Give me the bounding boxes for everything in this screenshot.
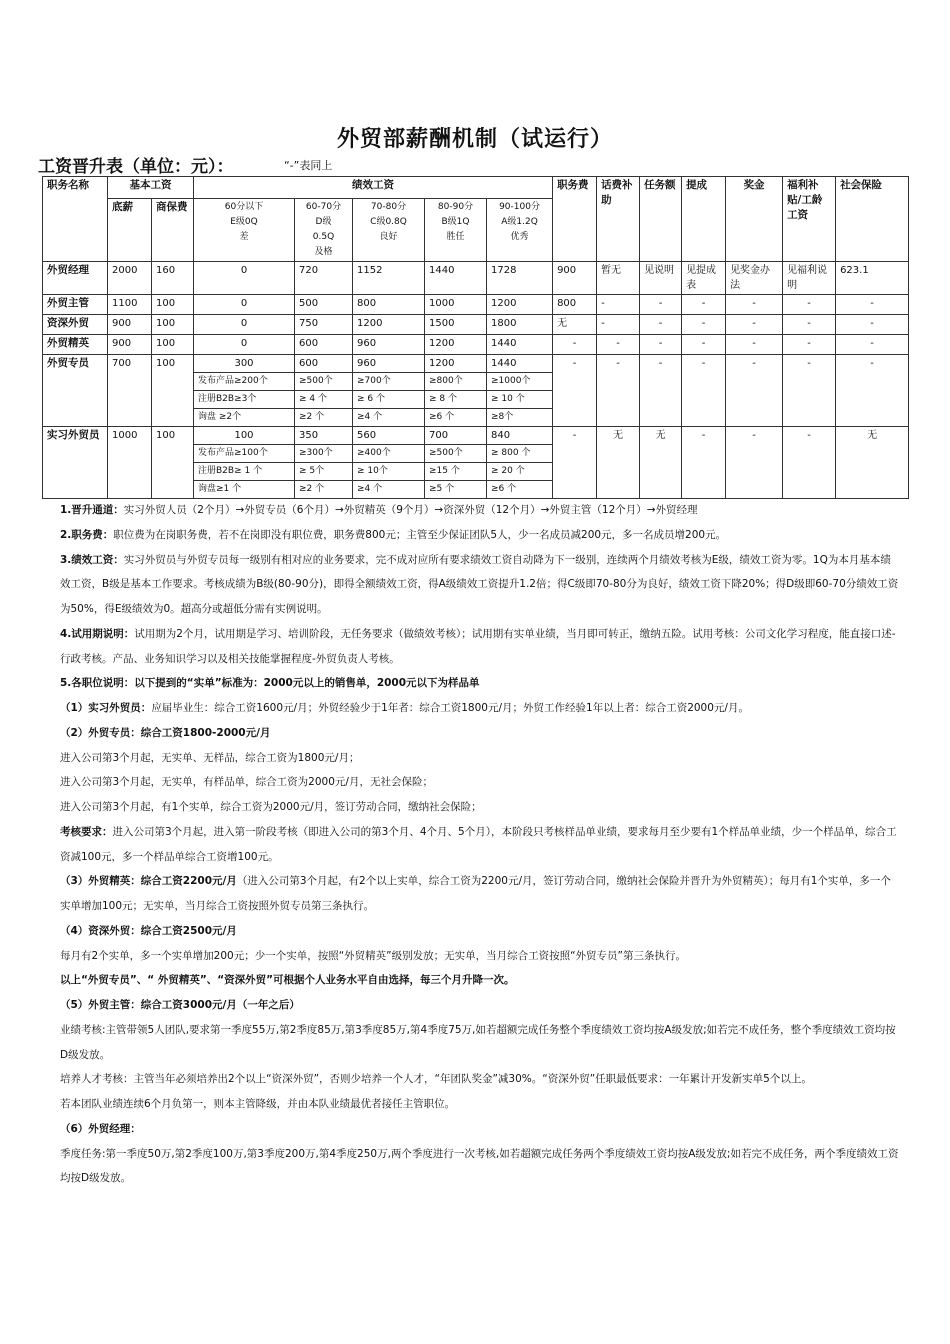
note-label: 4.试用期说明： [60,627,135,640]
note-text: 职位费为在岗职务费，若不在岗即没有职位费，职务费800元；主管至少保证团队5人，少一名成员减200元，多一名成员增200元。 [113,528,727,541]
note-promotion [60,498,900,523]
header-basic: 基本工资 [108,177,194,199]
row-perf-d: 500 [295,295,353,315]
row-post: 无 [553,315,597,335]
note-text: 实习外贸员与外贸专员每一级别有相对应的业务要求，完不成对应所有要求绩效工资自动降为下一级别，连续两个月绩效考核为E级，绩效工资为零。1Q为本月基本绩效工资，B级是基本工作要求。考核成绩为B级(80-90分)，即得全额绩效工资，得A级绩效工资提升1.2倍；得C级即70-80分为良好，绩效工资下降20%；得D级即60-70分绩效工资为50%，得E级绩效为0。超高分或超低分需有实例说明。 [60,553,899,615]
row-base: 700 [108,355,152,427]
req-cell: ≥8个 [487,409,553,427]
req-cell: ≥1000个 [487,373,553,391]
row-social: 623.1 [836,262,909,295]
note-specialist-heading [60,721,900,746]
req-cell: ≥400个 [353,445,425,463]
header-position: 职务名称 [43,177,108,262]
row-ins: 100 [152,295,194,315]
row-perf-a: 840 [487,427,553,445]
row-perf-a: 1728 [487,262,553,295]
note-intern [60,696,900,721]
header-welfare: 福利补贴/工龄工资 [783,177,836,262]
row-welfare: - [783,315,836,335]
row-perf-e: 0 [194,315,295,335]
row-perf-e: 300 [194,355,295,373]
note-performance [60,548,900,622]
note-supervisor-line-2: 培养人才考核：主管当年必须培养出2个以上“资深外贸”，否则少培养一个人才，“年团队奖金”减30%。“资深外贸”任职最低要求：一年累计开发新实单5个以上。 [60,1073,812,1086]
header-performance: 绩效工资 [194,177,553,199]
document-title: 外贸部薪酬机制（试运行） [336,127,613,152]
req-cell: ≥4 个 [353,409,425,427]
heading-text: 以上“外贸专员”、“ 外贸精英”、“资深外贸”可根据个人业务水平自由选择，每三个月升降一次。 [60,974,515,987]
note-supervisor-line-3: 若本团队业绩连续6个月负第一，则本主管降级，并由本队业绩最优者接任主管职位。 [60,1098,456,1110]
row-phone: - [597,335,640,355]
grade-level: A级1.2Q [501,217,538,227]
row-perf-b: 1440 [425,262,487,295]
req-cell: ≥800个 [425,373,487,391]
req-cell: ≥300个 [295,445,353,463]
header-social: 社会保险 [836,177,909,262]
table-row-supervisor [43,295,909,315]
header-bonus: 奖金 [726,177,783,262]
table-row-intern [43,427,909,445]
table-row-senior [43,315,909,335]
heading-text: （6）外贸经理： [60,1122,141,1135]
row-task: - [640,355,682,427]
row-welfare: - [783,427,836,499]
req-cell: 发布产品≥100个 [194,445,295,463]
grade-range: 60分以下 [224,202,264,212]
req-cell: ≥4 个 [353,481,425,499]
note-positions-heading [60,671,900,696]
row-name: 外贸精英 [43,335,108,355]
row-perf-e: 0 [194,335,295,355]
req-cell: ≥ 10个 [353,463,425,481]
note-specialist-line-3: 进入公司第3个月起，有1个实单，综合工资为2000元/月，签订劳动合同，缴纳社会保险； [60,801,482,813]
row-task: - [640,315,682,335]
row-social: - [836,315,909,335]
row-perf-d: 600 [295,355,353,373]
row-social: - [836,295,909,315]
grade-a [487,199,553,262]
row-name: 外贸专员 [43,355,108,427]
grade-level: D级 [315,217,332,227]
row-comm: - [682,427,726,499]
row-welfare: - [783,335,836,355]
grade-e [194,199,295,262]
grade-desc: 胜任 [446,232,465,242]
row-base: 900 [108,315,152,335]
row-phone: 暂无 [597,262,640,295]
row-perf-a: 1200 [487,295,553,315]
row-post: - [553,335,597,355]
row-perf-b: 1200 [425,355,487,373]
row-perf-d: 750 [295,315,353,335]
row-base: 1000 [108,427,152,499]
grade-level: C级0.8Q [370,217,407,227]
grade-d [295,199,353,262]
note-label: 3.绩效工资： [60,553,124,566]
row-ins: 100 [152,355,194,427]
grade-coef: 0.5Q [312,232,335,242]
note-text: 应届毕业生：综合工资1600元/月；外贸经验少于1年者：综合工资1800元/月；外贸工作经验1年以上者：综合工资2000元/月。 [151,702,749,714]
row-name: 外贸主管 [43,295,108,315]
header-base-pay: 底薪 [108,199,152,262]
table-subtitle: 工资晋升表（单位：元）： [38,157,234,177]
note-probation [60,622,900,672]
grade-level: B级1Q [441,217,470,227]
row-comm: - [682,355,726,427]
note-manager-heading [60,1117,900,1142]
row-phone: 无 [597,427,640,499]
row-ins: 100 [152,427,194,499]
row-phone: - [597,315,640,335]
note-supervisor-heading [60,993,900,1018]
table-row-elite [43,335,909,355]
row-phone: - [597,355,640,427]
row-perf-a: 1440 [487,335,553,355]
req-cell: ≥700个 [353,373,425,391]
req-cell: 注册B2B≥ 1 个 [194,463,295,481]
row-bonus: - [726,355,783,427]
row-perf-d: 720 [295,262,353,295]
row-perf-d: 350 [295,427,353,445]
grade-range: 60-70分 [305,202,342,212]
row-comm: 见提成表 [682,262,726,295]
grade-range: 80-90分 [437,202,474,212]
row-perf-c: 800 [353,295,425,315]
table-row-specialist [43,355,909,373]
req-cell: ≥ 20 个 [487,463,553,481]
row-perf-c: 1152 [353,262,425,295]
note-elite [60,869,900,919]
req-cell: ≥ 6 个 [353,391,425,409]
row-perf-e: 100 [194,427,295,445]
note-text: 试用期为2个月，试用期是学习、培训阶段，无任务要求（做绩效考核）；试用期有实单业绩，当月即可转正，缴纳五险。试用考核：公司文化学习程度，能直接口述-行政考核。产品、业务知识学习以及相关技能掌握程度-外贸负责人考核。 [60,627,896,665]
row-ins: 160 [152,262,194,295]
row-base: 900 [108,335,152,355]
req-cell: 发布产品≥200个 [194,373,295,391]
row-perf-b: 700 [425,427,487,445]
req-cell: 询盘≥1 个 [194,481,295,499]
req-cell: ≥15 个 [425,463,487,481]
row-bonus: - [726,295,783,315]
row-perf-c: 960 [353,335,425,355]
grade-desc: 及格 [314,247,333,257]
req-cell: ≥6 个 [487,481,553,499]
row-perf-c: 960 [353,355,425,373]
header-post-fee: 职务费 [553,177,597,262]
salary-table [42,176,909,499]
row-post: 800 [553,295,597,315]
row-perf-b: 1200 [425,335,487,355]
req-cell: ≥5 个 [425,481,487,499]
table-row-manager [43,262,909,295]
grade-range: 90-100分 [499,202,540,212]
row-task: - [640,295,682,315]
heading-text: 5.各职位说明：以下提到的“实单”标准为：2000元以上的销售单，2000元以下为样品单 [60,677,480,690]
row-welfare: 见福利说明 [783,262,836,295]
row-comm: - [682,295,726,315]
notes-section [60,498,900,1191]
row-post: 900 [553,262,597,295]
note-text: 进入公司第3个月起，进入第一阶段考核（即进入公司的第3个月、4个月、5个月），本阶段只考核样品单业绩，要求每月至少要有1个样品单业绩，少一个样品单，综合工资减100元，多一个样品单综合工资增100元。 [60,825,897,863]
row-base: 1100 [108,295,152,315]
req-cell: ≥2 个 [295,409,353,427]
row-perf-a: 1800 [487,315,553,335]
req-cell: 询盘 ≥2个 [194,409,295,427]
row-task: 无 [640,427,682,499]
row-social: - [836,355,909,427]
row-perf-e: 0 [194,262,295,295]
note-label: （1）实习外贸员： [60,702,152,714]
row-task: - [640,335,682,355]
row-bonus: 见奖金办法 [726,262,783,295]
row-post: - [553,355,597,427]
note-label: 1.晋升通道： [60,504,124,516]
row-perf-e: 0 [194,295,295,315]
row-bonus: - [726,427,783,499]
note-supervisor-line-1: 业绩考核:主管带领5人团队,要求第一季度55万,第2季度85万,第3季度85万,第4季度75万,如若超额完成任务整个季度绩效工资均按A级发放;如若完不成任务，整个季度绩效工资均按D级发放。 [60,1023,896,1061]
grade-range: 70-80分 [370,202,407,212]
header-insurance-fee: 商保费 [152,199,194,262]
row-perf-d: 600 [295,335,353,355]
note-label: 2.职务费： [60,528,114,541]
req-cell: ≥ 800 个 [487,445,553,463]
row-name: 实习外贸员 [43,427,108,499]
grade-level: E级0Q [230,217,258,227]
req-cell: ≥ 10 个 [487,391,553,409]
row-perf-b: 1500 [425,315,487,335]
row-bonus: - [726,315,783,335]
header-task: 任务额 [640,177,682,262]
note-specialist-requirement [60,820,900,870]
row-comm: - [682,315,726,335]
row-ins: 100 [152,315,194,335]
row-perf-b: 1000 [425,295,487,315]
dash-note: “-”表同上 [284,159,333,172]
row-perf-a: 1440 [487,355,553,373]
row-welfare: - [783,355,836,427]
header-commission: 提成 [682,177,726,262]
heading-text: （5）外贸主管：综合工资3000元/月（一年之后） [60,999,300,1011]
note-label: 考核要求： [60,825,113,838]
req-cell: ≥ 8 个 [425,391,487,409]
req-cell: ≥2 个 [295,481,353,499]
heading-text: （4）资深外贸：综合工资2500元/月 [60,924,237,937]
row-social: - [836,335,909,355]
row-comm: - [682,335,726,355]
row-name: 资深外贸 [43,315,108,335]
note-post-fee [60,523,900,548]
req-cell: ≥500个 [295,373,353,391]
row-welfare: - [783,295,836,315]
note-specialist-line-1: 进入公司第3个月起，无实单、无样品，综合工资为1800元/月； [60,751,360,764]
note-text: （进入公司第3个月起，有2个以上实单，综合工资为2200元/月，签订劳动合同，缴纳社会保险并晋升为外贸精英）；每月有1个实单，多一个实单增加100元；无实单，当月综合工资按照外贸专员第三条执行。 [60,875,891,912]
req-cell: ≥ 5个 [295,463,353,481]
row-name: 外贸经理 [43,262,108,295]
note-senior-text: 每月有2个实单，多一个实单增加200元；少一个实单，按照“外贸精英”级别发放；无实单，当月综合工资按照“外贸专员”第三条执行。 [60,949,686,962]
row-base: 2000 [108,262,152,295]
req-cell: ≥6 个 [425,409,487,427]
note-senior-summary [60,968,900,993]
note-text: 实习外贸人员（2个月）→外贸专员（6个月）→外贸精英（9个月）→资深外贸（12个月）→外贸主管（12个月）→外贸经理 [123,504,698,516]
row-bonus: - [726,335,783,355]
row-perf-c: 1200 [353,315,425,335]
heading-text: （2）外贸专员：综合工资1800-2000元/月 [60,726,271,739]
note-senior-heading [60,919,900,944]
note-label: （3）外贸精英：综合工资2200元/月 [60,875,237,888]
grade-desc: 良好 [379,232,398,242]
grade-desc: 差 [239,232,249,242]
req-cell: 注册B2B≥3个 [194,391,295,409]
row-ins: 100 [152,335,194,355]
req-cell: ≥500个 [425,445,487,463]
row-phone: - [597,295,640,315]
header-phone: 话费补助 [597,177,640,262]
grade-b [425,199,487,262]
note-manager-text: 季度任务:第一季度50万,第2季度100万,第3季度200万,第4季度250万,两个季度进行一次考核,如若超额完成任务两个季度绩效工资均按A级发放;如若完不成任务，两个季度绩效工资均按D级发放。 [60,1147,899,1185]
grade-c [353,199,425,262]
row-perf-c: 560 [353,427,425,445]
row-task: 见说明 [640,262,682,295]
row-social: 无 [836,427,909,499]
grade-desc: 优秀 [510,232,529,242]
note-specialist-line-2: 进入公司第3个月起，无实单，有样品单，综合工资为2000元/月，无社会保险； [60,776,433,789]
req-cell: ≥ 4 个 [295,391,353,409]
row-post: - [553,427,597,499]
